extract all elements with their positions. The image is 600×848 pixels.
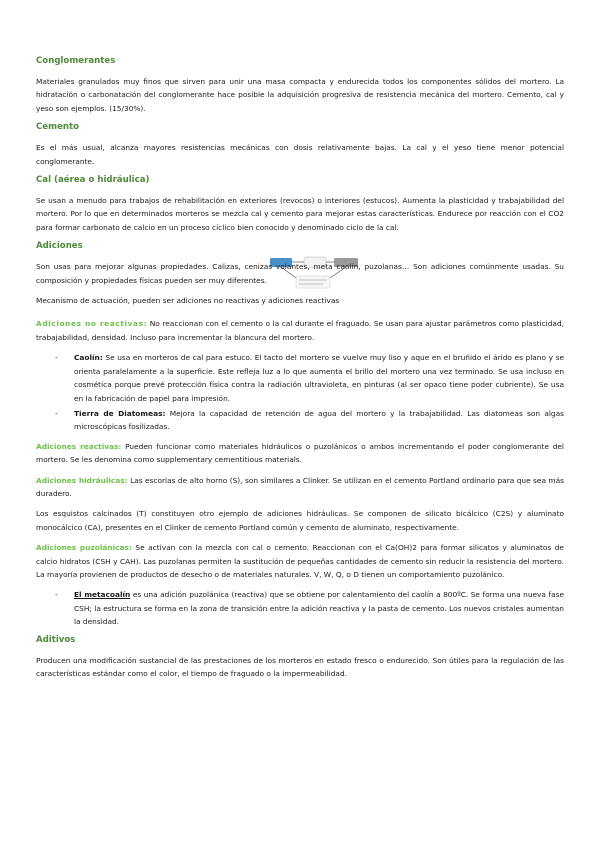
heading-cemento: Cemento bbox=[36, 122, 80, 133]
heading-conglomerantes: Conglomerantes bbox=[36, 56, 116, 66]
list-item bbox=[55, 588, 564, 628]
paragraph-puzolanicas bbox=[36, 541, 564, 581]
paragraph-conglomerantes: Materiales granulados muy finos que sirven para unir una masa compacta y endurecida todos los componentes sólidos del mortero. La hidratación o carbonatación del conglomerante hace posible la adquisición progresiva de resistencia mecánica del mortero. Cemento, cal y yeso son ejemplos. (15/30%). bbox=[36, 77, 564, 113]
paragraph-esquistos: Los esquistos calcinados (T) constituyen otro ejemplo de adiciones hidráulicas. Se componen de silicato bicálcico (C2S) y aluminato monocálcico (CA), presentes en el Clinker de cemento Portland común y cemento de aluminato, respectivamente. bbox=[36, 509, 564, 532]
lead-puzolanicas: Adiciones puzolánicas: bbox=[36, 543, 132, 553]
paragraph-hidraulicas bbox=[36, 474, 564, 501]
paragraph-mecanismo: Mecanismo de actuación, pueden ser adiciones no reactivas y adiciones reactivas bbox=[36, 296, 340, 306]
text-tierra-diatomeas: Mejora la capacidad de retención de agua del mortero y la trabajabilidad. Las diatomeas son algas microscópicas fosilizadas. bbox=[74, 408, 565, 432]
paragraph-reactivas bbox=[36, 440, 564, 467]
list-item bbox=[55, 351, 564, 405]
paragraph-adiciones: Son usas para mejorar algunas propiedades. Calizas, cenizas volantes, meta caolín, puzolanas… Son adiciones comúnmente usadas. Su composición y propiedades físicas pueden ser muy diferentes. bbox=[36, 262, 564, 285]
list-no-reactivas bbox=[36, 351, 564, 433]
text-metacoalin: es una adición puzolánica (reactiva) que se obtiene por calentamiento del caolín a 800ºC. Se forma una nueva fase CSH; la estructura se forma en la zona de transición entre la adición reactiva y la pasta de cemento. Los nuevos cristales aumentan la densidad. bbox=[74, 590, 564, 627]
paragraph-aditivos: Producen una modificación sustancial de las prestaciones de los morteros en estado fresco o endurecido. Son útiles para la regulación de las características estándar como el color, el tiempo de fraguado o la impermeabilidad. bbox=[36, 655, 564, 678]
paragraph-cemento: Es el más usual, alcanza mayores resistencias mecánicas con dosis relativamente bajas. La cal y el yeso tiene menor potencial conglomerante. bbox=[36, 143, 564, 166]
list-puzolanicas bbox=[36, 588, 564, 628]
text-puzolanicas: Se activan con la mezcla con cal o cemento. Reaccionan con el Ca(OH)2 para formar silicatos y aluminatos de calcio hidratos (CSH y CAH). Las puzolanas permiten la sustitución de pequeñas cantidades de cemento sin reducir la resistencia del mortero. La mayoría provienen de productos de desecho o de materiales naturales. V, W, Q, o D tienen un comportamiento puzolánico. bbox=[36, 543, 564, 579]
text-no-reactivas: No reaccionan con el cemento o la cal durante el fraguado. Se usan para ajustar parámetros como plasticidad, trabajabilidad, densidad. Incluso para incrementar la blancura del mortero. bbox=[36, 319, 564, 342]
text-reactivas: Pueden funcionar como materiales hidráulicos o puzolánicos o ambos incrementando el poder conglomerante del mortero. Se les denomina como supplementary cementitious materials. bbox=[36, 441, 564, 465]
term-tierra-diatomeas: Tierra de Diatomeas: bbox=[74, 408, 166, 418]
term-caolin: Caolín: bbox=[74, 353, 103, 363]
lead-reactivas: Adiciones reactivas: bbox=[36, 441, 122, 451]
text-hidraulicas: Las escorias de alto horno (S), son similares a Clinker. Se utilizan en el cemento Portland ordinario para que sea más duradero. bbox=[36, 475, 564, 498]
dash-bullet: - bbox=[55, 353, 58, 363]
list-item bbox=[55, 407, 565, 434]
lead-hidraulicas: Adiciones hidráulicas: bbox=[36, 475, 128, 485]
heading-adiciones: Adiciones bbox=[36, 241, 83, 252]
paragraph-cal: Se usan a menudo para trabajos de rehabilitación en exteriores (revocos) o interiores (estucos). Aumenta la plasticidad y trabajabilidad del mortero. Por lo que en determinados morteros se mezcla cal y cemento para mejorar estas características. Endurece por reacción con el CO2 para formar carbonato de calcio en un proceso cíclico bien conocido y denominado ciclo de la cal. bbox=[36, 196, 564, 232]
term-metacoalin: El metacoalín bbox=[74, 590, 131, 600]
heading-cal: Cal (aérea o hidráulica) bbox=[36, 175, 150, 186]
dash-bullet: - bbox=[55, 408, 58, 418]
dash-bullet: - bbox=[55, 590, 58, 600]
heading-aditivos: Aditivos bbox=[36, 634, 76, 645]
text-caolin: Se usa en morteros de cal para estuco. El tacto del mortero se vuelve muy liso y aque en el bruñido el árido es plano y se orienta paralelamente a la superficie. Este refleja luz a lo que aumenta el brillo del mortero una vez terminado. Se usa incluso en cosmética porque prevé protección física contra la radiación ultravioleta, en pinturas (al ser opaco tiene poder cubriente). Se usa en la fabricación de papel para impresión. bbox=[74, 353, 564, 403]
document-content bbox=[36, 56, 564, 687]
paragraph-no-reactivas bbox=[36, 317, 564, 344]
lead-no-reactivas: Adiciones no reactivas: bbox=[36, 319, 148, 329]
